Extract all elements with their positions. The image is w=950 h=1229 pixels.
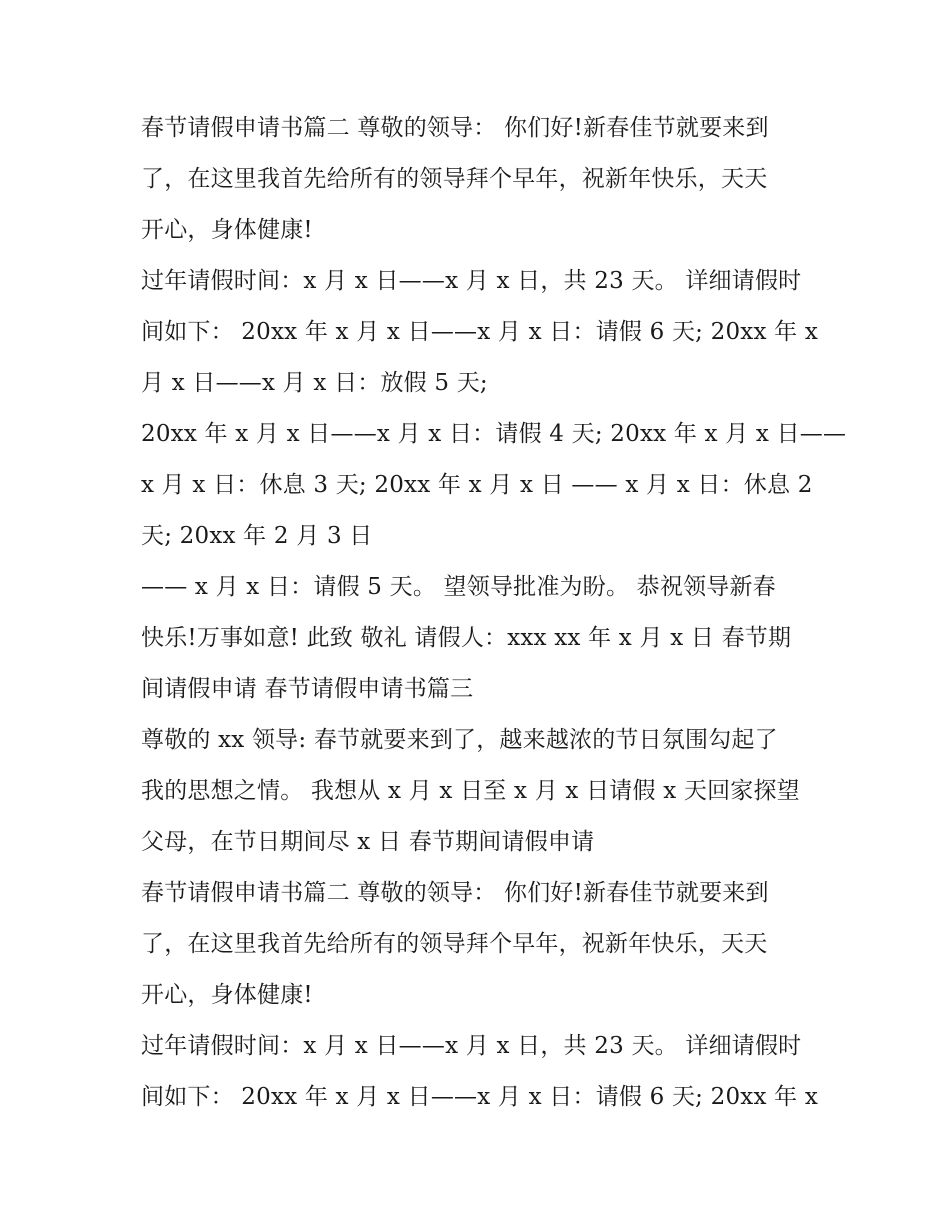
text-line: 间如下： 20xx 年 x 月 x 日——x 月 x 日：请假 6 天; 20xx 年 x [141,1084,819,1110]
text-line: 父母，在节日期间尽 x 日 春节期间请假申请 [141,829,595,855]
text-line: 天; 20xx 年 2 月 3 日 [141,523,373,549]
document-body [141,103,847,1123]
text-line: 了，在这里我首先给所有的领导拜个早年，祝新年快乐，天天 [141,166,768,192]
text-line: 过年请假时间：x 月 x 日——x 月 x 日，共 23 天。 详细请假时 [141,268,802,294]
text-line: 间如下： 20xx 年 x 月 x 日——x 月 x 日：请假 6 天; 20xx 年 x [141,319,819,345]
text-line: 开心，身体健康! [141,982,313,1008]
text-line: 尊敬的 xx 领导: 春节就要来到了，越来越浓的节日氛围勾起了 [141,727,778,753]
text-line: 开心，身体健康! [141,217,313,243]
text-line: x 月 x 日：休息 3 天; 20xx 年 x 月 x 日 —— x 月 x 日：休息 2 [141,472,813,498]
text-line: 快乐!万事如意! 此致 敬礼 请假人：xxx xx 年 x 月 x 日 春节期 [141,625,792,651]
text-line: 月 x 日——x 月 x 日：放假 5 天; [141,370,488,396]
text-line: 春节请假申请书篇二 尊敬的领导： 你们好!新春佳节就要来到 [141,115,769,141]
text-line: 间请假申请 春节请假申请书篇三 [141,676,474,702]
text-line: 春节请假申请书篇二 尊敬的领导： 你们好!新春佳节就要来到 [141,880,769,906]
text-line: 20xx 年 x 月 x 日——x 月 x 日：请假 4 天; 20xx 年 x 月 x 日—— [141,421,847,447]
text-line: —— x 月 x 日：请假 5 天。 望领导批准为盼。 恭祝领导新春 [141,574,776,600]
text-line: 我的思想之情。 我想从 x 月 x 日至 x 月 x 日请假 x 天回家探望 [141,778,800,804]
text-line: 了，在这里我首先给所有的领导拜个早年，祝新年快乐，天天 [141,931,768,957]
text-line: 过年请假时间：x 月 x 日——x 月 x 日，共 23 天。 详细请假时 [141,1033,802,1059]
